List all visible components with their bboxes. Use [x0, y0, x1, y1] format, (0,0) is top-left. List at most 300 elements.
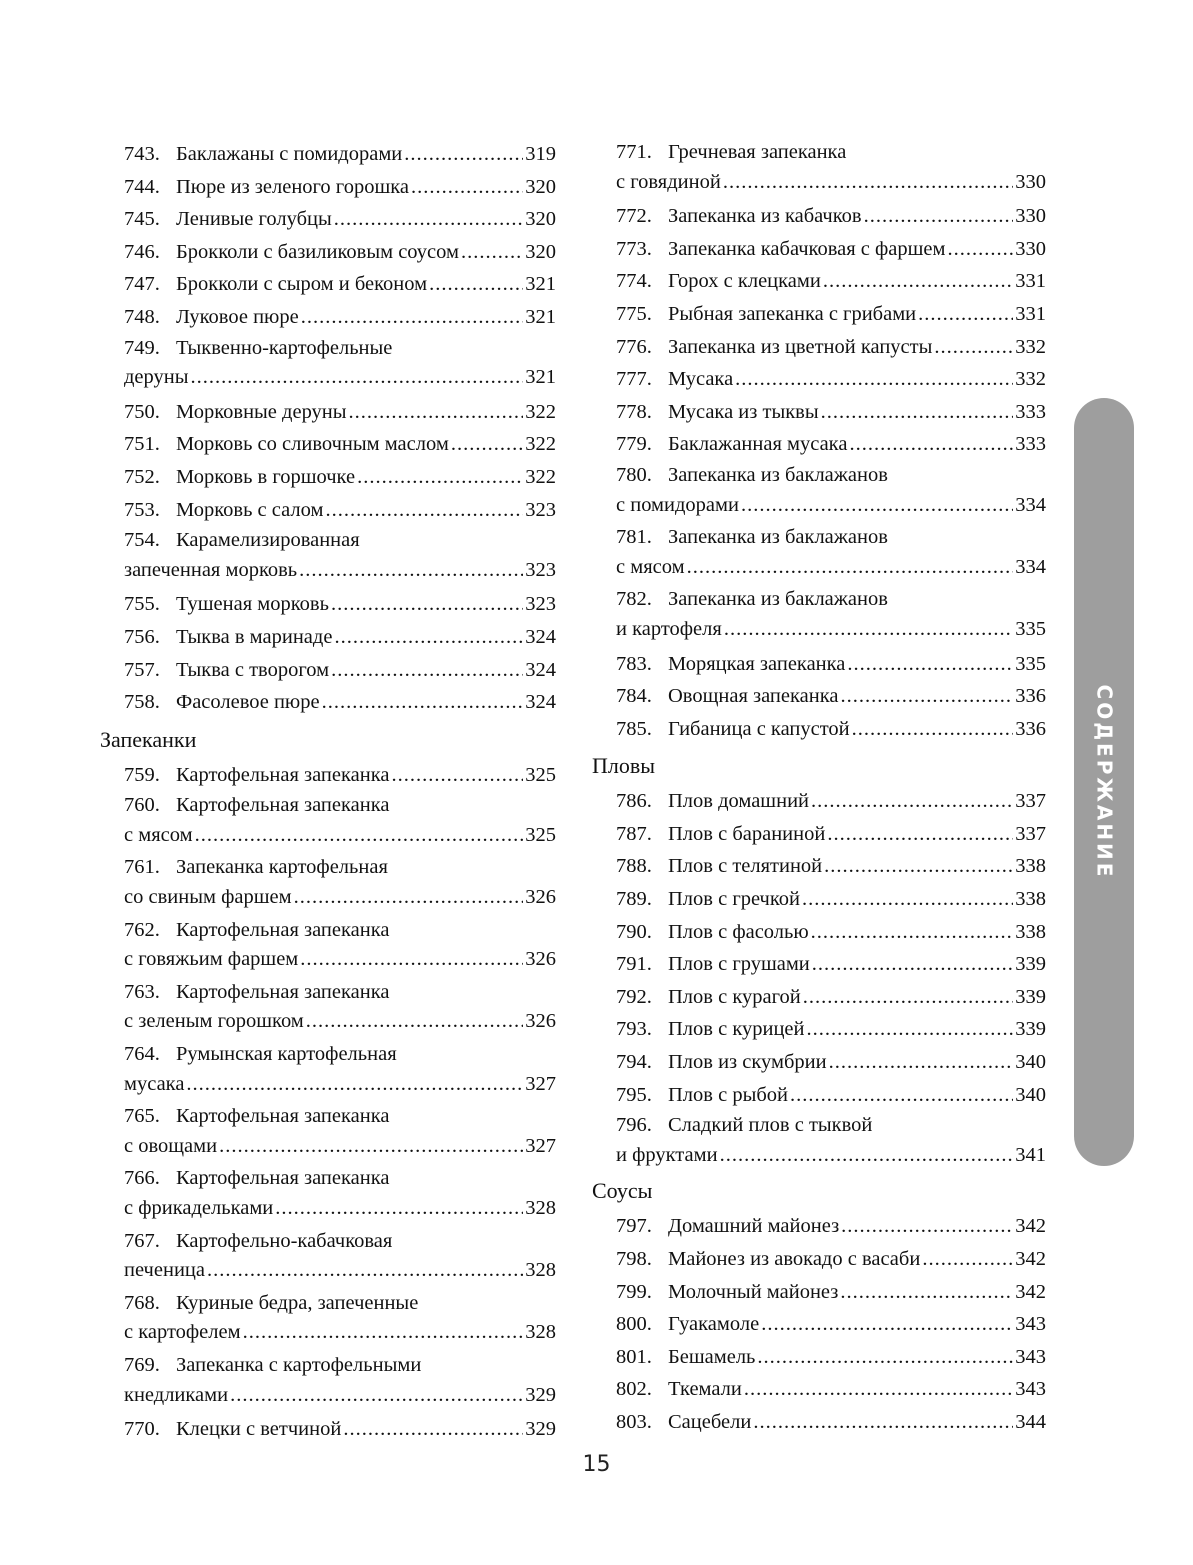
toc-entry-title: Плов домашний	[668, 790, 810, 813]
toc-entry[interactable]	[590, 680, 1046, 713]
toc-entry-page: 319	[525, 143, 556, 165]
toc-entry-title: Морковь с салом	[176, 498, 324, 521]
toc-entry-number: 749.	[124, 336, 160, 359]
toc-entry[interactable]	[590, 1046, 1046, 1079]
toc-entry[interactable]	[590, 1079, 1046, 1112]
toc-entry-line	[124, 1070, 556, 1100]
toc-entry-number: 765.	[124, 1105, 160, 1128]
toc-entry-title: Картофельная запеканка	[176, 1167, 390, 1190]
toc-entry-number: 752.	[124, 465, 160, 488]
toc-entry-number: 775.	[616, 302, 652, 325]
toc-entry[interactable]	[590, 1406, 1046, 1439]
toc-entry-title: Запеканка из баклажанов	[668, 463, 888, 486]
toc-entry-line	[124, 1040, 556, 1070]
toc-entry-page: 342	[1015, 1215, 1046, 1238]
toc-entry-title: Плов с телятиной	[668, 855, 823, 878]
toc-entry-number: 744.	[124, 175, 160, 198]
dot-leader	[934, 331, 1013, 364]
dot-leader	[334, 203, 524, 236]
toc-entry[interactable]	[590, 298, 1046, 331]
toc-entry[interactable]	[590, 233, 1046, 266]
toc-entry-title: и фруктами	[616, 1143, 718, 1166]
dot-leader	[790, 1079, 1013, 1112]
toc-entry[interactable]	[98, 916, 556, 975]
toc-entry-title: Брокколи с сыром и беконом	[176, 273, 428, 296]
toc-entry[interactable]	[98, 1227, 556, 1286]
toc-entry-title: Домашний майонез	[668, 1215, 840, 1238]
toc-entry-number: 796.	[616, 1114, 652, 1137]
dot-leader	[349, 396, 524, 429]
toc-entry-line	[124, 1381, 556, 1411]
toc-entry[interactable]	[98, 759, 556, 792]
toc-entry[interactable]	[98, 1164, 556, 1223]
toc-entry-number: 787.	[616, 822, 652, 845]
toc-entry[interactable]	[590, 948, 1046, 981]
toc-entry-line	[124, 171, 556, 204]
toc-entry-title: и картофеля	[616, 617, 722, 640]
toc-entry[interactable]	[98, 428, 556, 461]
toc-entry-line	[616, 523, 1046, 553]
toc-entry-title: мусака	[124, 1072, 185, 1095]
toc-entry-title: Пюре из зеленого горошка	[176, 175, 409, 198]
toc-entry-line	[124, 1318, 556, 1348]
toc-entry-line	[616, 363, 1046, 396]
contents-side-tab	[1074, 398, 1134, 1166]
toc-entry-title: Запеканка из цветной капусты	[668, 335, 933, 358]
toc-entry-page: 343	[1015, 1313, 1046, 1336]
toc-entry-number: 803.	[616, 1410, 652, 1433]
toc-entry-title: запеченная морковь	[124, 558, 298, 581]
toc-entry-number: 763.	[124, 980, 160, 1003]
toc-entry[interactable]	[98, 268, 556, 301]
toc-entry-title: Мусака	[668, 368, 734, 391]
toc-entry-number: 781.	[616, 526, 652, 549]
toc-entry-line	[616, 233, 1046, 266]
toc-entry-number: 777.	[616, 368, 652, 391]
toc-entry-number: 764.	[124, 1043, 160, 1066]
toc-entry-page: 343	[1015, 1345, 1046, 1368]
toc-entry-number: 759.	[124, 763, 160, 786]
toc-entry[interactable]	[98, 461, 556, 494]
toc-entry-title: Баклажанная мусака	[668, 433, 848, 456]
toc-entry-number: 790.	[616, 920, 652, 943]
toc-entry-title: Румынская картофельная	[176, 1043, 397, 1066]
toc-entry[interactable]	[98, 396, 556, 429]
toc-entry-line	[124, 1413, 556, 1446]
toc-entry-number: 789.	[616, 888, 652, 911]
toc-left-column	[98, 138, 556, 1446]
toc-entry[interactable]	[590, 883, 1046, 916]
toc-entry-line	[124, 759, 556, 792]
dot-leader	[325, 494, 523, 527]
toc-entry-line	[616, 1406, 1046, 1439]
dot-leader	[840, 1276, 1013, 1309]
dot-leader	[947, 233, 1013, 266]
toc-entry[interactable]	[98, 203, 556, 236]
toc-entry-page: 323	[525, 498, 556, 521]
toc-entry-title: Запеканка из баклажанов	[668, 588, 888, 611]
dot-leader	[864, 200, 1014, 233]
dot-leader	[847, 648, 1013, 681]
toc-entry-page: 321	[525, 366, 556, 389]
toc-entry[interactable]	[590, 461, 1046, 520]
toc-entry-page: 327	[525, 1072, 556, 1095]
toc-entry[interactable]	[98, 171, 556, 204]
toc-entry-line	[616, 1046, 1046, 1079]
toc-entry-number: 750.	[124, 400, 160, 423]
toc-entry[interactable]	[590, 1111, 1046, 1170]
toc-entry[interactable]	[98, 654, 556, 687]
toc-entry-title: Тыквенно-картофельные	[176, 336, 393, 359]
toc-entry-title: Майонез из авокадо с васаби	[668, 1248, 921, 1270]
dot-leader	[207, 1256, 523, 1286]
toc-entry-line	[124, 654, 556, 687]
toc-entry[interactable]	[98, 1413, 556, 1446]
toc-entry[interactable]	[590, 585, 1046, 644]
toc-entry-number: 761.	[124, 856, 160, 879]
toc-entry-page: 339	[1015, 985, 1046, 1008]
toc-entry-title: Плов с фасолью	[668, 920, 809, 943]
toc-entry-page: 341	[1015, 1143, 1046, 1166]
dot-leader	[849, 428, 1013, 461]
toc-entry-title: Плов с гречкой	[668, 888, 801, 911]
toc-entry-page: 336	[1015, 717, 1046, 740]
toc-entry[interactable]	[590, 916, 1046, 949]
toc-entry[interactable]	[590, 818, 1046, 851]
dot-leader	[811, 785, 1013, 818]
toc-entry-line	[616, 1243, 1046, 1276]
dot-leader	[404, 138, 523, 171]
toc-entry-page: 333	[1015, 400, 1046, 423]
toc-entry-page: 328	[525, 1197, 556, 1219]
toc-entry-number: 769.	[124, 1353, 160, 1376]
toc-entry-title: с зеленым горошком	[124, 1010, 304, 1033]
toc-entry-line	[616, 615, 1046, 645]
toc-entry-line	[124, 1132, 556, 1162]
toc-entry-line	[616, 1013, 1046, 1046]
toc-entry-title: Ленивые голубцы	[176, 208, 332, 231]
toc-entry-title: Моряцкая запеканка	[668, 652, 846, 675]
toc-entry[interactable]	[98, 1289, 556, 1348]
toc-entry-line	[616, 818, 1046, 851]
toc-entry-page: 322	[525, 400, 556, 423]
toc-entry-number: 801.	[616, 1345, 652, 1368]
toc-entry-title: Тушеная морковь	[176, 593, 329, 616]
toc-entry-line	[124, 396, 556, 429]
toc-entry-title: Морковь в горшочке	[176, 465, 356, 488]
dot-leader	[461, 236, 523, 269]
toc-entry[interactable]	[590, 265, 1046, 298]
dot-leader	[821, 396, 1014, 429]
dot-leader	[230, 1381, 523, 1411]
toc-entry-title: Брокколи с базиликовым соусом	[176, 240, 459, 263]
toc-entry-title: Плов с курицей	[668, 1018, 805, 1041]
toc-entry-number: 797.	[616, 1215, 652, 1238]
toc-entry-line	[124, 1007, 556, 1037]
toc-entry-line	[616, 200, 1046, 233]
dot-leader	[841, 1210, 1013, 1243]
toc-entry-number: 770.	[124, 1418, 160, 1441]
toc-entry-page: 334	[1015, 555, 1046, 578]
toc-entry[interactable]	[98, 334, 556, 393]
toc-entry-title: Плов с рыбой	[668, 1083, 788, 1106]
toc-entry-line	[616, 680, 1046, 713]
dot-leader	[357, 461, 523, 494]
toc-entry[interactable]	[590, 1210, 1046, 1243]
toc-entry-number: 802.	[616, 1378, 652, 1401]
toc-entry-line	[124, 853, 556, 883]
toc-entry-page: 329	[525, 1418, 556, 1441]
toc-entry-title: Запеканка из баклажанов	[668, 526, 888, 549]
toc-entry-number: 773.	[616, 237, 652, 260]
dot-leader	[191, 363, 524, 393]
toc-entry-page: 338	[1015, 855, 1046, 878]
toc-entry-title: Морковь со сливочным маслом	[176, 433, 449, 456]
toc-entry-page: 323	[525, 558, 556, 581]
toc-entry-page: 335	[1015, 617, 1046, 640]
toc-entry[interactable]	[590, 331, 1046, 364]
dot-leader	[720, 1141, 1014, 1171]
dot-leader	[195, 821, 524, 851]
dot-leader	[757, 1341, 1013, 1374]
toc-entry-line	[616, 785, 1046, 818]
section-heading: Запеканки	[100, 726, 197, 752]
section-heading: Соусы	[592, 1178, 653, 1204]
toc-entry-title: Сладкий плов с тыквой	[668, 1114, 873, 1137]
toc-entry-line	[616, 1276, 1046, 1309]
toc-entry-title: Клецки с ветчиной	[176, 1418, 342, 1441]
toc-entry[interactable]	[590, 363, 1046, 396]
toc-entry-number: 755.	[124, 593, 160, 616]
toc-entry[interactable]	[590, 981, 1046, 1014]
toc-entry-line	[124, 556, 556, 586]
dot-leader	[306, 1007, 523, 1037]
toc-entry[interactable]	[590, 785, 1046, 818]
toc-entry-page: 326	[525, 886, 556, 909]
toc-entry-page: 325	[525, 823, 556, 846]
toc-entry[interactable]	[98, 138, 556, 171]
toc-entry[interactable]	[98, 526, 556, 585]
dot-leader	[803, 981, 1014, 1014]
toc-entry[interactable]	[590, 200, 1046, 233]
toc-entry-title: с мясом	[616, 555, 685, 578]
toc-entry[interactable]	[590, 396, 1046, 429]
toc-entry-line	[124, 621, 556, 654]
dot-leader	[824, 850, 1013, 883]
toc-entry[interactable]	[98, 621, 556, 654]
toc-entry-line	[124, 236, 556, 269]
toc-entry-title: Запеканка с картофельными	[176, 1353, 422, 1376]
dot-leader	[823, 265, 1013, 298]
toc-entry[interactable]	[98, 1102, 556, 1161]
toc-entry[interactable]	[590, 850, 1046, 883]
toc-entry[interactable]	[590, 713, 1046, 746]
toc-entry[interactable]	[590, 428, 1046, 461]
toc-entry-line	[124, 1289, 556, 1319]
toc-entry-number: 793.	[616, 1018, 652, 1041]
toc-entry[interactable]	[590, 1276, 1046, 1309]
dot-leader	[186, 1070, 523, 1100]
toc-entry-title: Луковое пюре	[176, 305, 299, 328]
toc-entry-page: 338	[1015, 888, 1046, 911]
toc-entry[interactable]	[98, 1351, 556, 1410]
toc-entry-page: 344	[1015, 1410, 1046, 1433]
toc-entry-number: 800.	[616, 1313, 652, 1336]
toc-entry-page: 330	[1015, 237, 1046, 260]
dot-leader	[301, 301, 524, 334]
toc-entry-page: 329	[525, 1383, 556, 1406]
toc-entry-page: 322	[525, 433, 556, 456]
toc-entry-number: 743.	[124, 143, 160, 165]
toc-entry-line	[124, 1164, 556, 1194]
dot-leader	[451, 428, 523, 461]
toc-entry-number: 771.	[616, 141, 652, 163]
toc-entry[interactable]	[590, 1308, 1046, 1341]
toc-entry-line	[124, 363, 556, 393]
toc-entry[interactable]	[98, 588, 556, 621]
toc-entry-number: 779.	[616, 433, 652, 456]
toc-entry-page: 325	[525, 763, 556, 786]
toc-entry-title: с говядиной	[616, 170, 721, 193]
toc-entry[interactable]	[98, 978, 556, 1037]
toc-entry[interactable]	[590, 523, 1046, 582]
toc-entry-line	[124, 1194, 556, 1224]
toc-entry-line	[616, 948, 1046, 981]
toc-entry-title: Картофельная запеканка	[176, 1105, 390, 1128]
toc-entry-line	[124, 1102, 556, 1132]
dot-leader	[724, 615, 1013, 645]
toc-entry[interactable]	[98, 686, 556, 719]
toc-entry-line	[124, 791, 556, 821]
toc-entry-line	[616, 713, 1046, 746]
dot-leader	[429, 268, 523, 301]
toc-entry-line	[616, 850, 1046, 883]
toc-entry-title: Картофельно-кабачковая	[176, 1229, 393, 1252]
toc-entry-line	[124, 588, 556, 621]
dot-leader	[840, 680, 1013, 713]
toc-entry[interactable]	[590, 1243, 1046, 1276]
toc-entry-title: Гречневая запеканка	[668, 141, 847, 163]
toc-entry-page: 337	[1015, 822, 1046, 845]
side-tab-label: СОДЕРЖАНИЕ	[1092, 684, 1117, 880]
toc-entry-line	[124, 1351, 556, 1381]
toc-entry-number: 758.	[124, 691, 160, 714]
toc-entry[interactable]	[98, 301, 556, 334]
toc-entry-title: с говяжьим фаршем	[124, 948, 299, 971]
toc-entry-line	[124, 461, 556, 494]
toc-entry-line	[616, 491, 1046, 521]
section-heading: Пловы	[592, 753, 656, 779]
toc-entry-page: 323	[525, 593, 556, 616]
toc-entry-title: Картофельная запеканка	[176, 980, 390, 1003]
dot-leader	[723, 168, 1013, 198]
toc-entry-title: Картофельная запеканка	[176, 794, 390, 817]
dot-leader	[827, 818, 1013, 851]
dot-leader	[275, 1194, 523, 1224]
toc-entry-page: 331	[1015, 302, 1046, 325]
toc-entry-line	[616, 396, 1046, 429]
toc-entry-line	[124, 883, 556, 913]
toc-entry-line	[124, 526, 556, 556]
toc-entry[interactable]	[98, 1040, 556, 1099]
dot-leader	[219, 1132, 523, 1162]
toc-entry-number: 753.	[124, 498, 160, 521]
toc-entry-line	[616, 265, 1046, 298]
toc-entry-number: 772.	[616, 205, 652, 228]
toc-entry-number: 754.	[124, 529, 160, 552]
toc-entry-line	[616, 648, 1046, 681]
toc-entry-title: Молочный майонез	[668, 1280, 839, 1303]
toc-entry-number: 766.	[124, 1167, 160, 1190]
toc-entry-line	[616, 168, 1046, 198]
toc-entry-number: 745.	[124, 208, 160, 231]
toc-entry[interactable]	[590, 1013, 1046, 1046]
dot-leader	[741, 491, 1013, 521]
toc-entry-number: 782.	[616, 588, 652, 611]
toc-entry-number: 791.	[616, 953, 652, 976]
toc-entry-title: Горох с клецками	[668, 270, 821, 293]
toc-entry-line	[616, 1308, 1046, 1341]
toc-entry-page: 332	[1015, 335, 1046, 358]
toc-entry-title: Запеканка из кабачков	[668, 205, 862, 228]
toc-entry-title: с овощами	[124, 1134, 218, 1157]
toc-entry-page: 324	[525, 658, 556, 681]
toc-entry-title: Тыква с творогом	[176, 658, 330, 681]
toc-entry[interactable]	[590, 1341, 1046, 1374]
toc-entry-line	[124, 428, 556, 461]
dot-leader	[802, 883, 1013, 916]
dot-leader	[411, 171, 523, 204]
page-number: 15	[582, 1452, 611, 1477]
toc-entry[interactable]	[590, 138, 1046, 197]
toc-entry[interactable]	[590, 1373, 1046, 1406]
toc-entry-title: деруны	[124, 366, 189, 389]
dot-leader	[753, 1406, 1013, 1439]
toc-entry-number: 799.	[616, 1280, 652, 1303]
toc-entry-number: 760.	[124, 794, 160, 817]
toc-entry[interactable]	[98, 494, 556, 527]
toc-entry-page: 320	[525, 208, 556, 231]
toc-entry[interactable]	[98, 791, 556, 850]
toc-entry-title: с фрикадельками	[124, 1197, 274, 1219]
toc-entry-page: 340	[1015, 1083, 1046, 1106]
toc-entry-number: 748.	[124, 305, 160, 328]
toc-entry[interactable]	[98, 236, 556, 269]
toc-entry-page: 342	[1015, 1248, 1046, 1270]
toc-entry-number: 757.	[124, 658, 160, 681]
toc-entry-line	[616, 585, 1046, 615]
toc-entry-line	[124, 1227, 556, 1257]
toc-entry[interactable]	[98, 853, 556, 912]
toc-entry-title: с картофелем	[124, 1321, 241, 1344]
toc-entry-line	[616, 1373, 1046, 1406]
toc-entry-number: 794.	[616, 1051, 652, 1074]
toc-entry-line	[616, 428, 1046, 461]
toc-entry-line	[616, 916, 1046, 949]
toc-entry-page: 340	[1015, 1051, 1046, 1074]
toc-entry-page: 330	[1015, 170, 1046, 193]
toc-entry-line	[616, 1111, 1046, 1141]
toc-entry-page: 334	[1015, 493, 1046, 516]
toc-entry[interactable]	[590, 648, 1046, 681]
toc-entry-page: 338	[1015, 920, 1046, 943]
toc-entry-number: 784.	[616, 685, 652, 708]
toc-entry-title: Карамелизированная	[176, 529, 360, 552]
toc-entry-title: Картофельная запеканка	[176, 918, 390, 941]
toc-right-column	[590, 138, 1046, 1439]
toc-entry-line	[616, 981, 1046, 1014]
toc-entry-number: 795.	[616, 1083, 652, 1106]
